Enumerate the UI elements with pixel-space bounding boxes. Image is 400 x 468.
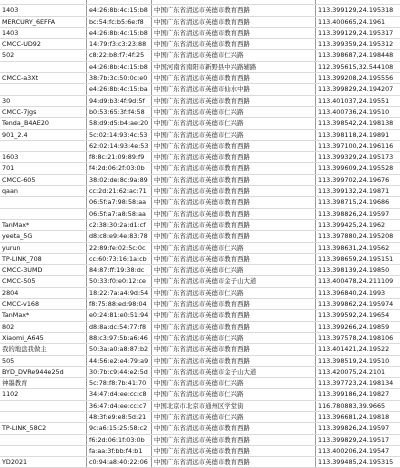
mac-address-cell[interactable]: 94:d9:b3:4f:9d:5f xyxy=(87,95,152,106)
table-row[interactable] xyxy=(0,163,400,174)
wifi-name-cell[interactable]: CMCC-505 xyxy=(0,276,87,287)
location-address-cell[interactable]: 中国河南省南阳市新野县中兴路辅路 xyxy=(152,61,316,72)
coordinates-cell[interactable]: 113.399359,24.195312 xyxy=(316,39,400,50)
location-address-cell[interactable]: 中国广东省清远市英德市教育西路 xyxy=(152,163,316,174)
coordinates-cell[interactable]: 113.399266,24.19859 xyxy=(316,321,400,332)
wifi-name-cell[interactable] xyxy=(0,197,87,208)
table-row[interactable] xyxy=(0,411,400,422)
coordinates-cell[interactable]: 113.397578,24.198106 xyxy=(316,332,400,343)
mac-address-cell[interactable]: 38:7b:3c:50:0c:e0 xyxy=(87,73,152,84)
mac-address-cell[interactable]: 9c:a6:15:25:58:c2 xyxy=(87,423,152,434)
table-row[interactable] xyxy=(0,140,400,151)
mac-address-cell[interactable]: 34:47:d4:ee:cc:c8 xyxy=(87,389,152,400)
coordinates-cell[interactable]: 113.398118,24.19891 xyxy=(316,129,400,140)
coordinates-cell[interactable]: 113.399208,24.195556 xyxy=(316,73,400,84)
mac-address-cell[interactable]: 38:02:de:8c:9a:89 xyxy=(87,174,152,185)
wifi-name-cell[interactable]: 1603 xyxy=(0,152,87,163)
mac-address-cell[interactable]: 44:56:e2:e4:79:a9 xyxy=(87,355,152,366)
mac-address-cell[interactable]: d8:c8:e9:4e:83:78 xyxy=(87,231,152,242)
mac-address-cell[interactable]: cc:2d:21:62:ac:71 xyxy=(87,186,152,197)
table-row[interactable] xyxy=(0,197,400,208)
mac-address-cell[interactable]: 48:3f:e9:e8:5d:21 xyxy=(87,411,152,422)
location-address-cell[interactable]: 中国广东省清远市英德市金子山大道 xyxy=(152,276,316,287)
mac-address-cell[interactable]: 50:3a:a0:a8:87:b2 xyxy=(87,344,152,355)
coordinates-cell[interactable]: 113.399329,24.195173 xyxy=(316,152,400,163)
table-row[interactable] xyxy=(0,423,400,434)
coordinates-cell[interactable]: 113.399829,24.194207 xyxy=(316,84,400,95)
coordinates-cell[interactable]: 113.420075,24.2101 xyxy=(316,366,400,377)
table-row[interactable] xyxy=(0,208,400,219)
wifi-name-cell[interactable]: 502 xyxy=(0,50,87,61)
wifi-name-cell[interactable]: CMCC-a3Xt xyxy=(0,73,87,84)
table-row[interactable] xyxy=(0,106,400,117)
location-address-cell[interactable]: 中国广东省清远市英德市教育西路 xyxy=(152,321,316,332)
table-row[interactable] xyxy=(0,152,400,163)
wifi-name-cell[interactable]: 505 xyxy=(0,355,87,366)
location-address-cell[interactable]: 中国广东省清远市英德市教育西路 xyxy=(152,310,316,321)
mac-address-cell[interactable]: 30:7b:c9:44:e2:5d xyxy=(87,366,152,377)
mac-address-cell[interactable]: 36:47:d4:ee:cc:c7 xyxy=(87,400,152,411)
wifi-name-cell[interactable]: CMCC-3UMD xyxy=(0,265,87,276)
location-address-cell[interactable]: 中国广东省清远市英德市教育西路 xyxy=(152,423,316,434)
wifi-name-cell[interactable]: yeeta_5G xyxy=(0,231,87,242)
location-address-cell[interactable]: 中国广东省清远市英德市教育西路 xyxy=(152,208,316,219)
wifi-name-cell[interactable]: CMCC-7jgs xyxy=(0,106,87,117)
mac-address-cell[interactable]: bc:54:fc:b5:6e:f8 xyxy=(87,16,152,27)
coordinates-cell[interactable]: 113.396681,24.19818 xyxy=(316,411,400,422)
mac-address-cell[interactable]: cc:60:73:16:1a:cb xyxy=(87,253,152,264)
mac-address-cell[interactable]: c2:38:30:2a:d1:cf xyxy=(87,219,152,230)
coordinates-cell[interactable]: 113.398715,24.19686 xyxy=(316,197,400,208)
mac-address-cell[interactable]: 88:c3:97:5b:a6:46 xyxy=(87,332,152,343)
wifi-name-cell[interactable]: BYD_DVRe944e25d xyxy=(0,366,87,377)
location-address-cell[interactable]: 中国广东省清远市英德市仁兴路 xyxy=(152,389,316,400)
wifi-name-cell[interactable]: Xiaomi_A645 xyxy=(0,332,87,343)
wifi-name-cell[interactable]: CMCC-605 xyxy=(0,174,87,185)
location-address-cell[interactable]: 中国广东省清远市英德市教育西路 xyxy=(152,140,316,151)
table-row[interactable] xyxy=(0,344,400,355)
wifi-name-cell[interactable] xyxy=(0,411,87,422)
mac-address-cell[interactable]: f8:8c:21:09:89:f9 xyxy=(87,152,152,163)
mac-address-cell[interactable]: e4:26:8b:4c:15:b8 xyxy=(87,27,152,38)
location-address-cell[interactable]: 中国广东省清远市英德市仁兴路 xyxy=(152,378,316,389)
wifi-name-cell[interactable]: TP-LINK_58C2 xyxy=(0,423,87,434)
coordinates-cell[interactable]: 113.399129,24.195318 xyxy=(316,5,400,16)
table-row[interactable] xyxy=(0,332,400,343)
wifi-name-cell[interactable]: 2804 xyxy=(0,287,87,298)
mac-address-cell[interactable]: f6:2d:06:1f:03:0b xyxy=(87,434,152,445)
coordinates-cell[interactable]: 113.399485,24.195315 xyxy=(316,457,400,468)
coordinates-cell[interactable]: 113.401421,24.19522 xyxy=(316,344,400,355)
location-address-cell[interactable]: 中国广东省清远市英德市教育西路 xyxy=(152,231,316,242)
wifi-name-cell[interactable]: CMCC-UD92 xyxy=(0,39,87,50)
coordinates-cell[interactable]: 113.399826,24.19597 xyxy=(316,423,400,434)
mac-address-cell[interactable]: b0:53:65:3f:f4:58 xyxy=(87,106,152,117)
table-row[interactable] xyxy=(0,186,400,197)
wifi-name-cell[interactable]: 1102 xyxy=(0,389,87,400)
wifi-name-cell[interactable]: Tenda_B4AE20 xyxy=(0,118,87,129)
location-address-cell[interactable]: 中国广东省清远市英德市仁兴路 xyxy=(152,242,316,253)
wifi-name-cell[interactable] xyxy=(0,208,87,219)
table-row[interactable] xyxy=(0,445,400,456)
mac-address-cell[interactable]: 62:02:14:93:4e:53 xyxy=(87,140,152,151)
location-address-cell[interactable]: 中国广东省清远市英德市教育西路 xyxy=(152,152,316,163)
wifi-name-cell[interactable] xyxy=(0,61,87,72)
coordinates-cell[interactable]: 113.399186,24.19827 xyxy=(316,389,400,400)
location-address-cell[interactable]: 中国广东省清远市英德市教育西路 xyxy=(152,16,316,27)
location-address-cell[interactable]: 中国广东省清远市英德市教育西路 xyxy=(152,445,316,456)
mac-address-cell[interactable]: 06:5f:a7:a8:58:aa xyxy=(87,208,152,219)
location-address-cell[interactable]: 中国广东省清远市英德市教育西路 xyxy=(152,344,316,355)
location-address-cell[interactable]: 中国广东省清远市英德市仁兴路 xyxy=(152,106,316,117)
wifi-name-cell[interactable]: qaan xyxy=(0,186,87,197)
wifi-name-cell[interactable]: 我的地盘我做主 xyxy=(0,344,87,355)
table-row[interactable] xyxy=(0,27,400,38)
mac-address-cell[interactable]: 58:d9:d5:b4:ae:20 xyxy=(87,118,152,129)
location-address-cell[interactable]: 中国广东省清远市英德市教育西路 xyxy=(152,299,316,310)
coordinates-cell[interactable]: 116.780883,39.9665 xyxy=(316,400,400,411)
location-address-cell[interactable]: 中国广东省清远市英德市仁兴路 xyxy=(152,265,316,276)
table-row[interactable] xyxy=(0,457,400,468)
table-row[interactable] xyxy=(0,118,400,129)
location-address-cell[interactable]: 中国广东省清远市英德市教育西路 xyxy=(152,27,316,38)
coordinates-cell[interactable]: 113.399702,24.19676 xyxy=(316,174,400,185)
coordinates-cell[interactable]: 113.398542,24.198138 xyxy=(316,118,400,129)
table-row[interactable] xyxy=(0,61,400,72)
mac-address-cell[interactable]: e4:26:8b:4c:15:b8 xyxy=(87,5,152,16)
location-address-cell[interactable]: 中国广东省清远市英德市仁兴路 xyxy=(152,129,316,140)
table-row[interactable] xyxy=(0,434,400,445)
wifi-name-cell[interactable]: TanMax* xyxy=(0,310,87,321)
coordinates-cell[interactable]: 113.397100,24.196116 xyxy=(316,140,400,151)
coordinates-cell[interactable]: 113.398519,24.19510 xyxy=(316,355,400,366)
table-row[interactable] xyxy=(0,219,400,230)
wifi-name-cell[interactable]: TP-LINK_708 xyxy=(0,253,87,264)
coordinates-cell[interactable]: 113.398659,24.195151 xyxy=(316,253,400,264)
location-address-cell[interactable]: 中国广东省清远市英德市仙水中路 xyxy=(152,84,316,95)
table-row[interactable] xyxy=(0,366,400,377)
wifi-name-cell[interactable]: 901_2.4 xyxy=(0,129,87,140)
location-address-cell[interactable]: 中国广东省清远市英德市仁兴路 xyxy=(152,50,316,61)
table-row[interactable] xyxy=(0,253,400,264)
table-row[interactable] xyxy=(0,310,400,321)
location-address-cell[interactable]: 中国广东省清远市英德市仁兴路 xyxy=(152,118,316,129)
table-row[interactable] xyxy=(0,265,400,276)
wifi-name-cell[interactable]: 701 xyxy=(0,163,87,174)
wifi-name-cell[interactable] xyxy=(0,400,87,411)
coordinates-cell[interactable]: 113.400206,24.19547 xyxy=(316,445,400,456)
table-row[interactable] xyxy=(0,16,400,27)
coordinates-cell[interactable]: 113.399132,24.19871 xyxy=(316,186,400,197)
wifi-name-cell[interactable]: yurun xyxy=(0,242,87,253)
table-row[interactable] xyxy=(0,84,400,95)
wifi-name-cell[interactable]: 神墨教育 xyxy=(0,378,87,389)
mac-address-cell[interactable]: 84:87:ff:19:38:dc xyxy=(87,265,152,276)
location-address-cell[interactable]: 中国广东省清远市英德市仁兴路 xyxy=(152,411,316,422)
location-address-cell[interactable]: 中国广东省清远市英德市教育西路 xyxy=(152,5,316,16)
coordinates-cell[interactable]: 113.398631,24.19562 xyxy=(316,242,400,253)
coordinates-cell[interactable]: 113.399592,24.19654 xyxy=(316,310,400,321)
mac-address-cell[interactable]: 14:79:f3:c3:23:88 xyxy=(87,39,152,50)
mac-address-cell[interactable]: 06:5f:a7:98:58:aa xyxy=(87,197,152,208)
location-address-cell[interactable]: 中国广东省清远市英德市金子山大道 xyxy=(152,366,316,377)
table-row[interactable] xyxy=(0,378,400,389)
mac-address-cell[interactable]: 50:33:f0:e0:12:ce xyxy=(87,276,152,287)
table-row[interactable] xyxy=(0,39,400,50)
coordinates-cell[interactable]: 113.399609,24.195528 xyxy=(316,163,400,174)
table-row[interactable] xyxy=(0,400,400,411)
table-row[interactable] xyxy=(0,242,400,253)
coordinates-cell[interactable]: 113.399129,24.195317 xyxy=(316,27,400,38)
location-address-cell[interactable]: 中国广东省清远市英德市教育西路 xyxy=(152,355,316,366)
location-address-cell[interactable]: 中国广东省清远市英德市教育西路 xyxy=(152,253,316,264)
location-address-cell[interactable]: 中国广东省清远市英德市仁兴路 xyxy=(152,287,316,298)
location-address-cell[interactable]: 中国广东省清远市英德市教育西路 xyxy=(152,39,316,50)
location-address-cell[interactable]: 中国广东省清远市英德市教育西路 xyxy=(152,197,316,208)
wifi-name-cell[interactable] xyxy=(0,84,87,95)
mac-address-cell[interactable]: c8:22:b8:f7:4f:25 xyxy=(87,50,152,61)
wifi-name-cell[interactable] xyxy=(0,445,87,456)
table-row[interactable] xyxy=(0,299,400,310)
location-address-cell[interactable]: 中国广东省清远市英德市教育西路 xyxy=(152,174,316,185)
wifi-name-cell[interactable] xyxy=(0,140,87,151)
location-address-cell[interactable]: 中国广东省清远市英德市教育西路 xyxy=(152,434,316,445)
coordinates-cell[interactable]: 113.401037,24.19551 xyxy=(316,95,400,106)
coordinates-cell[interactable]: 113.399862,24.195974 xyxy=(316,299,400,310)
location-address-cell[interactable]: 中国广东省清远市英德市教育西路 xyxy=(152,186,316,197)
table-row[interactable] xyxy=(0,95,400,106)
location-address-cell[interactable]: 中国广东省清远市英德市教育西路 xyxy=(152,219,316,230)
mac-address-cell[interactable]: f8:75:88:ed:98:04 xyxy=(87,299,152,310)
table-row[interactable] xyxy=(0,389,400,400)
wifi-name-cell[interactable]: CMCC-v168 xyxy=(0,299,87,310)
coordinates-cell[interactable]: 113.398826,24.19597 xyxy=(316,208,400,219)
coordinates-cell[interactable]: 113.400665,24.1961 xyxy=(316,16,400,27)
mac-address-cell[interactable]: 5c:78:f8:7b:41:70 xyxy=(87,378,152,389)
mac-address-cell[interactable]: e4:26:8b:4c:15:ba xyxy=(87,84,152,95)
table-row[interactable] xyxy=(0,287,400,298)
coordinates-cell[interactable]: 113.398139,24.19850 xyxy=(316,265,400,276)
wifi-name-cell[interactable]: 802 xyxy=(0,321,87,332)
location-address-cell[interactable]: 中国广东省清远市英德市教育西路 xyxy=(152,73,316,84)
mac-address-cell[interactable]: e0:24:81:e0:51:94 xyxy=(87,310,152,321)
wifi-name-cell[interactable]: 1403 xyxy=(0,27,87,38)
table-row[interactable] xyxy=(0,276,400,287)
coordinates-cell[interactable]: 113.397723,24.198134 xyxy=(316,378,400,389)
wifi-name-cell[interactable]: TanMax* xyxy=(0,219,87,230)
wifi-name-cell[interactable]: MERCURY_6EFFA xyxy=(0,16,87,27)
table-row[interactable] xyxy=(0,174,400,185)
coordinates-cell[interactable]: 113.396840,24.1993 xyxy=(316,287,400,298)
mac-address-cell[interactable]: 5c:02:14:93:4c:53 xyxy=(87,129,152,140)
coordinates-cell[interactable]: 113.397880,24.195208 xyxy=(316,231,400,242)
location-address-cell[interactable]: 中国广东省清远市英德市教育西路 xyxy=(152,95,316,106)
location-address-cell[interactable]: 中国广东省清远市英德市教育西路 xyxy=(152,457,316,468)
table-row[interactable] xyxy=(0,321,400,332)
mac-address-cell[interactable]: c0:94:a8:40:22:06 xyxy=(87,457,152,468)
wifi-name-cell[interactable]: 1403 xyxy=(0,5,87,16)
mac-address-cell[interactable]: 22:89:fe:02:5c:0c xyxy=(87,242,152,253)
coordinates-cell[interactable]: 113.399425,24.1962 xyxy=(316,219,400,230)
coordinates-cell[interactable]: 113.398687,24.198448 xyxy=(316,50,400,61)
mac-address-cell[interactable]: f4:2d:06:2f:03:0b xyxy=(87,163,152,174)
table-row[interactable] xyxy=(0,5,400,16)
wifi-name-cell[interactable]: YD2021 xyxy=(0,457,87,468)
location-address-cell[interactable]: 中国北京市北京市通州区学堂街 xyxy=(152,400,316,411)
coordinates-cell[interactable]: 113.399829,24.19517 xyxy=(316,434,400,445)
table-row[interactable] xyxy=(0,355,400,366)
coordinates-cell[interactable]: 113.400478,24.211109 xyxy=(316,276,400,287)
mac-address-cell[interactable]: e4:26:8b:4c:15:b8 xyxy=(87,61,152,72)
table-row[interactable] xyxy=(0,129,400,140)
coordinates-cell[interactable]: 112.395615,32.544108 xyxy=(316,61,400,72)
mac-address-cell[interactable]: d8:8a:dc:54:77:f8 xyxy=(87,321,152,332)
location-address-cell[interactable]: 中国广东省清远市英德市仁兴路 xyxy=(152,332,316,343)
mac-address-cell[interactable]: fa:aa:3f:bb:f4:b1 xyxy=(87,445,152,456)
table-row[interactable] xyxy=(0,50,400,61)
wifi-name-cell[interactable]: 30 xyxy=(0,95,87,106)
coordinates-cell[interactable]: 113.400736,24.19510 xyxy=(316,106,400,117)
wifi-name-cell[interactable] xyxy=(0,434,87,445)
mac-address-cell[interactable]: 18:22:7a:a4:9d:54 xyxy=(87,287,152,298)
table-row[interactable] xyxy=(0,73,400,84)
table-row[interactable] xyxy=(0,231,400,242)
